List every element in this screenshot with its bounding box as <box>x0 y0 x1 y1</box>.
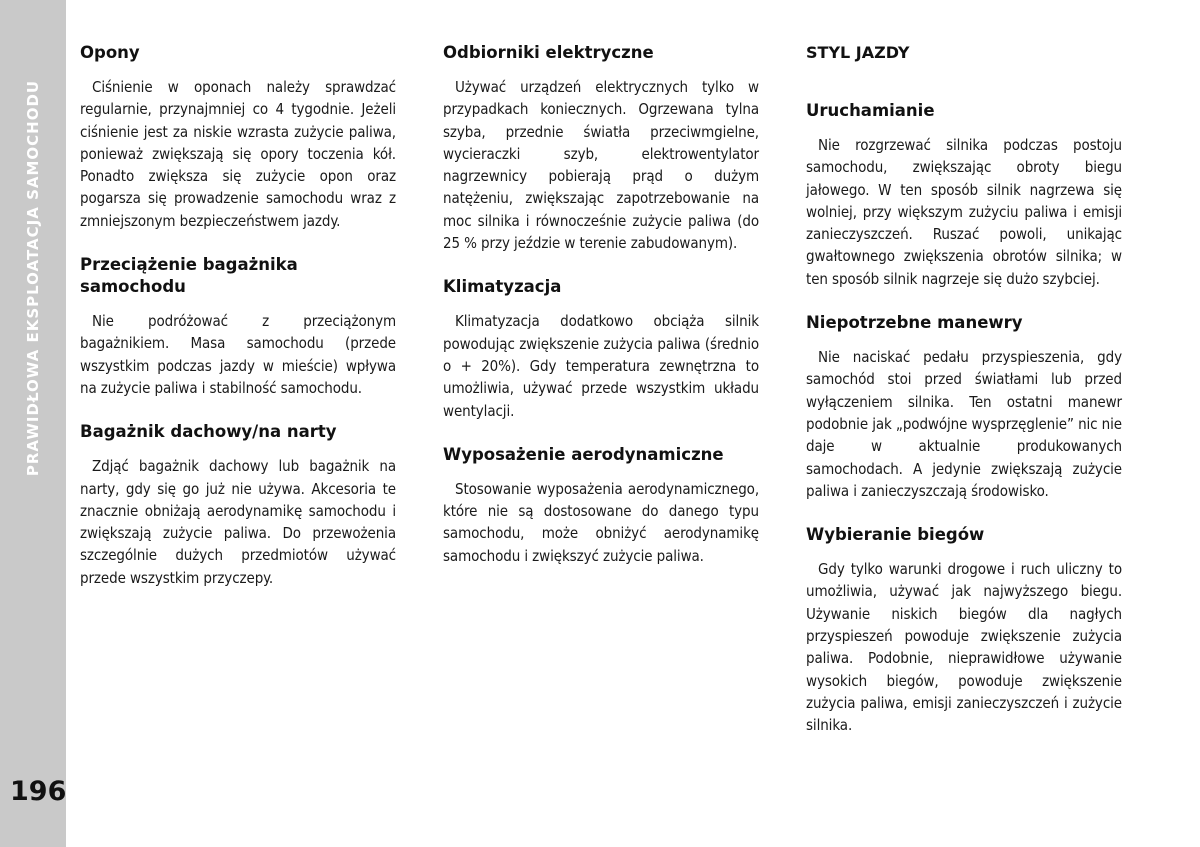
section-body: Stosowanie wyposażenia aerodynamicznego, które nie są dostosowane do danego typu samochodu, może obniżyć aerodynamikę samochodu i zwiększyć zużycie paliwa. <box>443 479 759 565</box>
section-title: Wybieranie biegów <box>806 525 985 545</box>
section-wyposazenie-aerodynamiczne <box>443 444 759 567</box>
section-body: Ciśnienie w oponach należy sprawdzać regularnie, przynajmniej co 4 tygodnie. Jeżeli ciśnienie jest za niskie wzrasta zużycie paliwa, ponieważ zwiększają się opory toczenia kół. Ponadto zwiększa się zużycie opon oraz pogarsza się prowadzenie samochodu wraz z zmniejszonym bezpieczeństwem jazdy. <box>80 78 396 230</box>
section-body: Gdy tylko warunki drogowe i ruch uliczny to umożliwia, używać jak najwyższego biegu. Używanie niskich biegów dla nagłych przyspieszeń powoduje zwiększenie zużycia paliwa. Podobnie, nieprawidłowe używanie wysokich biegów, powoduje zwiększenie zużycia paliwa, emisji zanieczyszczeń i zużycie silnika. <box>806 560 1122 735</box>
column-3 <box>806 42 1122 759</box>
section-title: Opony <box>80 43 140 62</box>
section-title: Wyposażenie aerodynamiczne <box>443 444 724 464</box>
section-body: Używać urządzeń elektrycznych tylko w przypadkach koniecznych. Ogrzewana tylna szyba, przednie światła przeciwmgielne, wycieraczki szyb, elektrowentylator nagrzewnicy pobierają prąd o dużym natężeniu, zwiększając zapotrzebowanie na moc silnika i równocześnie zużycie paliwa (do 25 % przy jeździe w terenie zabudowanym). <box>443 78 759 253</box>
section-body: Klimatyzacja dodatkowo obciąża silnik powodując zwiększenie zużycia paliwa (średnio o + 20%). Gdy temperatura zewnętrzna to umożliwia, używać przede wszystkim układu wentylacji. <box>443 312 759 420</box>
section-body: Zdjąć bagażnik dachowy lub bagażnik na narty, gdy się go już nie używa. Akcesoria te znacznie obniżają aerodynamikę samochodu i zwiększają zużycie paliwa. Do przewożenia szczególnie dużych przedmiotów używać przede wszystkim przyczepy. <box>80 457 396 587</box>
section-opony <box>80 42 396 232</box>
section-odbiorniki-elektryczne <box>443 42 759 254</box>
section-body: Nie podróżować z przeciążonym bagażnikiem. Masa samochodu (przede wszystkim podczas jazdy w mieście) wpływa na zużycie paliwa i stabilność samochodu. <box>80 312 396 397</box>
section-bagaznik-dachowy <box>80 421 396 589</box>
section-przeciazenie-bagaznika <box>80 254 396 399</box>
section-title: Niepotrzebne manewry <box>806 313 1023 333</box>
chapter-heading: STYL JAZDY <box>806 43 910 62</box>
sidebar-band <box>0 0 66 847</box>
section-title: Uruchamianie <box>806 101 935 120</box>
section-body: Nie naciskać pedału przyspieszenia, gdy samochód stoi przed światłami lub przed wyłączeniem silnika. Ten ostatni manewr podobnie jak „podwójne wysprzęglenie” nic nie daje w aktualnie produkowanych samochodach. A jedynie zwiększają zużycie paliwa i zanieczyszczają środowisko. <box>806 348 1122 500</box>
page-number: 196 <box>10 776 67 807</box>
section-body: Nie rozgrzewać silnika podczas postoju samochodu, zwiększając obroty biegu jałowego. W ten sposób silnik nagrzewa się wolniej, przy większym zużyciu paliwa i emisji zanieczyszczeń. Ruszać powoli, unikając gwałtownego zwiększenia obrotów silnika; w ten sposób silnik nagrzeje się dużo szybciej. <box>806 136 1122 288</box>
section-uruchamianie <box>806 100 1122 290</box>
section-title: Przeciążenie bagażnika samochodu <box>80 255 298 297</box>
section-title: Odbiorniki elektryczne <box>443 43 654 62</box>
section-title: Klimatyzacja <box>443 277 562 297</box>
column-2 <box>443 42 759 589</box>
section-wybieranie-biegow <box>806 524 1122 736</box>
column-1 <box>80 42 396 611</box>
section-niepotrzebne-manewry <box>806 312 1122 502</box>
chapter-title: PRAWIDŁOWA EKSPLOATACJA SAMOCHODU <box>24 79 42 477</box>
section-klimatyzacja <box>443 276 759 421</box>
section-title: Bagażnik dachowy/na narty <box>80 422 337 442</box>
